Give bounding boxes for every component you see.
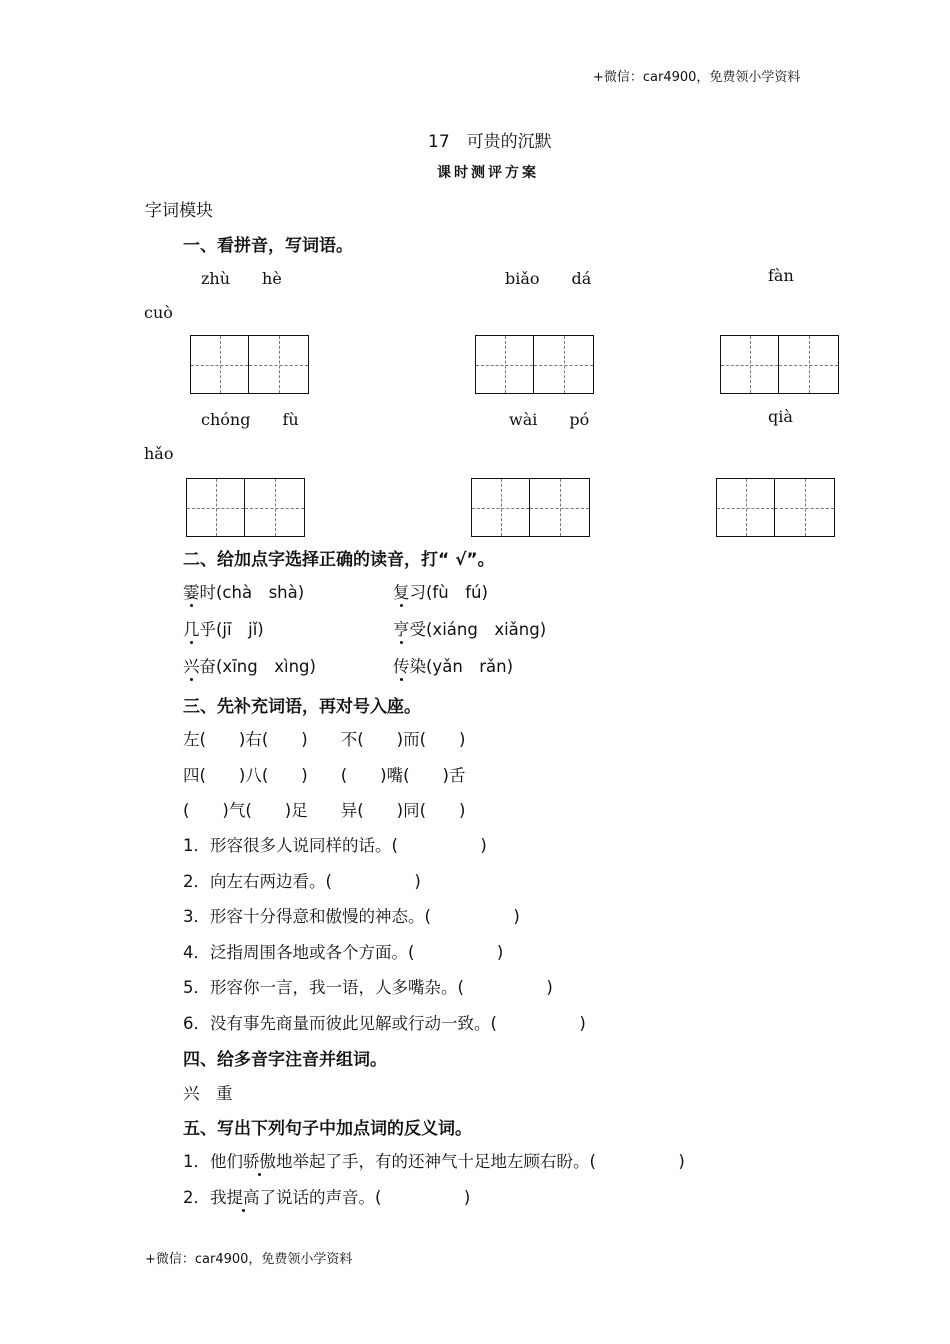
q2-heading: 二、给加点字选择正确的读音，打“ √”。 [183,550,495,570]
sentence-text: 1．他们 [183,1152,243,1171]
q5-sentence-1 [183,1148,685,1172]
q3-heading: 三、先补充词语，再对号入座。 [183,697,421,717]
dotted-char: 几 [183,616,200,640]
pinyin-waipo: wài pó [509,410,590,429]
q5-sentence-2 [183,1184,470,1208]
q3-blank-row: 四( )八( ) ( )嘴( )舌 [183,766,466,785]
dotted-char: 霎 [183,579,200,603]
dotted-word: 提高 [227,1184,260,1208]
q3-item: 4．泛指周围各地或各个方面。( ) [183,943,504,962]
q3-item: 2．向左右两边看。( ) [183,872,421,891]
page-subtitle: 课时测评方案 [437,165,539,181]
pinyin-chongfu: chóng fù [201,410,299,429]
dotted-char: 复 [393,579,410,603]
q4-chars: 兴 重 [183,1084,233,1103]
writing-grid[interactable] [475,335,595,395]
sentence-text: 2．我 [183,1188,227,1207]
q2-item [183,653,316,677]
writing-grid[interactable] [471,478,591,538]
q2-item [393,653,513,677]
dotted-char: 亨 [393,616,410,640]
dotted-char: 兴 [183,653,200,677]
q3-item: 5．形容你一言，我一语，人多嘴杂。( ) [183,978,553,997]
q3-item: 6．没有事先商量而彼此见解或行动一致。( ) [183,1014,586,1033]
q2-item-text: 奋(xīng xìng) [199,657,316,676]
dotted-word: 骄傲 [243,1148,276,1172]
pinyin-fan: fàn [768,266,794,285]
q2-item [183,579,304,603]
q2-item-text: 习(fù fú) [409,583,488,602]
q3-item: 3．形容十分得意和傲慢的神态。( ) [183,907,520,926]
q3-blank-row: 左( )右( ) 不( )而( ) [183,730,466,749]
pinyin-hao: hǎo [144,444,174,463]
page-title: 17 可贵的沉默 [428,132,552,152]
pinyin-biaoda: biǎo dá [505,269,592,288]
writing-grid[interactable] [720,335,840,395]
writing-grid[interactable] [190,335,310,395]
sentence-text: 地举起了手，有的还神气十足地左顾右盼。( ) [276,1152,685,1171]
q2-item-text: 染(yǎn rǎn) [409,657,514,676]
pinyin-zhuhe: zhù hè [201,269,282,288]
watermark-top: +微信：car4900，免费领小学资料 [593,70,801,85]
q3-blank-row: ( )气( )足 异( )同( ) [183,801,466,820]
section-heading: 字词模块 [145,201,213,221]
watermark-bottom: +微信：car4900，免费领小学资料 [145,1252,353,1267]
q3-item: 1．形容很多人说同样的话。( ) [183,836,487,855]
sentence-text: 了说话的声音。( ) [259,1188,471,1207]
pinyin-cuo: cuò [144,303,173,322]
pinyin-qia: qià [768,407,793,426]
writing-grid[interactable] [186,478,306,538]
q5-heading: 五、写出下列句子中加点词的反义词。 [183,1119,472,1139]
q2-item [393,616,546,640]
q2-item [393,579,488,603]
q1-heading: 一、看拼音，写词语。 [183,236,353,256]
q2-item-text: 乎(jī jǐ) [199,620,264,639]
q2-item-text: 受(xiáng xiǎng) [409,620,547,639]
q2-item [183,616,264,640]
q2-item-text: 时(chà shà) [199,583,305,602]
q4-heading: 四、给多音字注音并组词。 [183,1050,387,1070]
writing-grid[interactable] [716,478,836,538]
dotted-char: 传 [393,653,410,677]
